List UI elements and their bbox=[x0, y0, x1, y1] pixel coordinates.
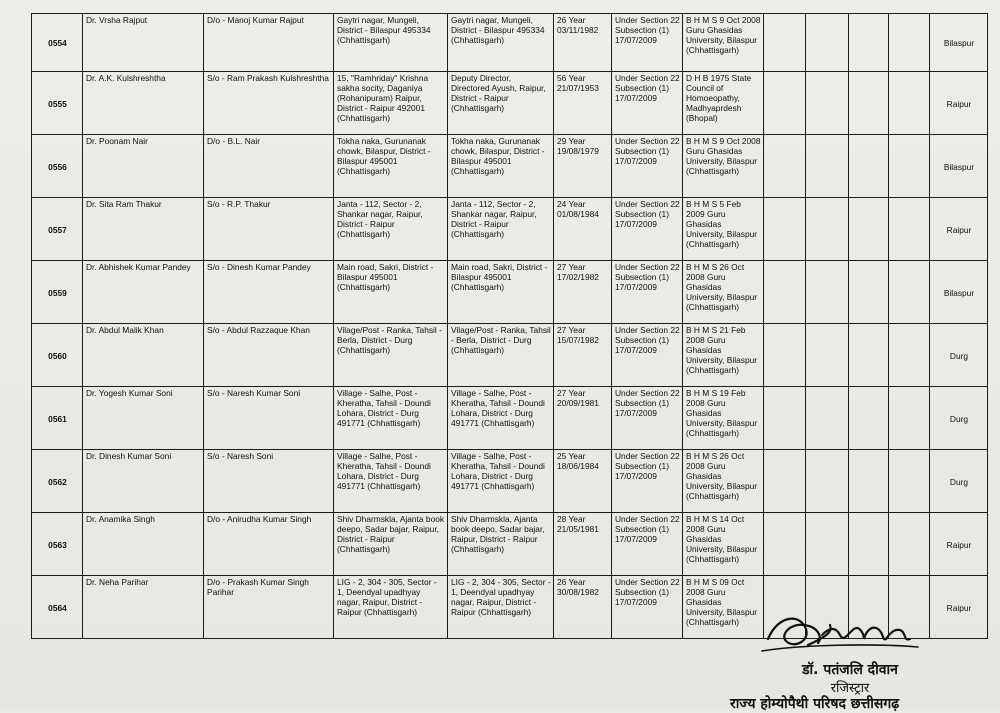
practitioner-name-cell: Dr. Vrsha Rajput bbox=[83, 14, 204, 72]
correspondence-address-cell: Deputy Director, Directored Ayush, Raipur, District - Raipur (Chhattisgarh) bbox=[448, 72, 554, 135]
empty-cell bbox=[764, 387, 806, 450]
district-cell: Durg bbox=[930, 324, 988, 387]
empty-cell bbox=[764, 135, 806, 198]
permanent-address-cell: Janta - 112, Sector - 2, Shankar nagar, Raipur, District - Raipur (Chhattisgarh) bbox=[334, 198, 448, 261]
record-number-cell: 0561 bbox=[32, 387, 83, 450]
empty-cell bbox=[889, 450, 930, 513]
correspondence-address-cell: Vilage/Post - Ranka, Tahsil - Berla, District - Durg (Chhattisgarh) bbox=[448, 324, 554, 387]
parent-name-cell: D/o - Manoj Kumar Rajput bbox=[204, 14, 334, 72]
empty-cell bbox=[806, 72, 849, 135]
age-and-birth-date-cell: 26 Year 03/11/1982 bbox=[554, 14, 612, 72]
empty-cell bbox=[764, 72, 806, 135]
empty-cell bbox=[806, 513, 849, 576]
empty-cell bbox=[806, 261, 849, 324]
practitioner-name-cell: Dr. Anamika Singh bbox=[83, 513, 204, 576]
age-and-birth-date-cell: 56 Year 21/07/1953 bbox=[554, 72, 612, 135]
empty-cell bbox=[889, 387, 930, 450]
practitioner-name-cell: Dr. Dinesh Kumar Soni bbox=[83, 450, 204, 513]
qualification-cell: B H M S 26 Oct 2008 Guru Ghasidas University, Bilaspur (Chhattisgarh) bbox=[683, 450, 764, 513]
qualification-cell: B H M S 9 Oct 2008 Guru Ghasidas University, Bilaspur (Chhattisgarh) bbox=[683, 14, 764, 72]
parent-name-cell: D/o - Anirudha Kumar Singh bbox=[204, 513, 334, 576]
age-and-birth-date-cell: 25 Year 18/06/1984 bbox=[554, 450, 612, 513]
table-row bbox=[32, 14, 988, 72]
table-row bbox=[32, 387, 988, 450]
record-number-cell: 0554 bbox=[32, 14, 83, 72]
qualification-cell: B H M S 14 Oct 2008 Guru Ghasidas University, Bilaspur (Chhattisgarh) bbox=[683, 513, 764, 576]
parent-name-cell: S/o - Naresh Kumar Soni bbox=[204, 387, 334, 450]
practitioner-name-cell: Dr. Neha Parihar bbox=[83, 576, 204, 639]
parent-name-cell: D/o - Prakash Kumar Singh Parihar bbox=[204, 576, 334, 639]
practitioner-name-cell: Dr. Abdul Malik Khan bbox=[83, 324, 204, 387]
empty-cell bbox=[806, 387, 849, 450]
permanent-address-cell: Vilage/Post - Ranka, Tahsil - Berla, District - Durg (Chhattisgarh) bbox=[334, 324, 448, 387]
practitioner-name-cell: Dr. A.K. Kulshreshtha bbox=[83, 72, 204, 135]
empty-cell bbox=[849, 387, 889, 450]
permanent-address-cell: Main road, Sakri, District - Bilaspur 495001 (Chhattisgarh) bbox=[334, 261, 448, 324]
record-number-cell: 0559 bbox=[32, 261, 83, 324]
parent-name-cell: S/o - Dinesh Kumar Pandey bbox=[204, 261, 334, 324]
empty-cell bbox=[849, 72, 889, 135]
registration-section-cell: Under Section 22 Subsection (1) 17/07/2009 bbox=[612, 261, 683, 324]
registrar-title: रजिस्ट्रार bbox=[830, 681, 870, 696]
empty-cell bbox=[849, 450, 889, 513]
practitioner-name-cell: Dr. Poonam Nair bbox=[83, 135, 204, 198]
empty-cell bbox=[849, 14, 889, 72]
correspondence-address-cell: Main road, Sakri, District - Bilaspur 495001 (Chhattisgarh) bbox=[448, 261, 554, 324]
permanent-address-cell: Village - Salhe, Post - Kheratha, Tahsil - Doundi Lohara, District - Durg 491771 (Chhattisgarh) bbox=[334, 387, 448, 450]
table-row bbox=[32, 513, 988, 576]
empty-cell bbox=[764, 324, 806, 387]
record-number-cell: 0563 bbox=[32, 513, 83, 576]
empty-cell bbox=[764, 261, 806, 324]
record-number-cell: 0557 bbox=[32, 198, 83, 261]
correspondence-address-cell: Village - Salhe, Post - Kheratha, Tahsil - Doundi Lohara, District - Durg 491771 (Chhattisgarh) bbox=[448, 450, 554, 513]
registrar-name: डॉ. पतंजलि दीवान bbox=[802, 662, 898, 678]
registrar-signature bbox=[760, 605, 920, 665]
empty-cell bbox=[889, 72, 930, 135]
table-row bbox=[32, 135, 988, 198]
registration-section-cell: Under Section 22 Subsection (1) 17/07/2009 bbox=[612, 450, 683, 513]
empty-cell bbox=[806, 450, 849, 513]
permanent-address-cell: LIG - 2, 304 - 305, Sector - 1, Deendyal upadhyay nagar, Raipur, District - Raipur (Chhattisgarh) bbox=[334, 576, 448, 639]
empty-cell bbox=[889, 135, 930, 198]
empty-cell bbox=[764, 513, 806, 576]
record-number-cell: 0555 bbox=[32, 72, 83, 135]
registration-section-cell: Under Section 22 Subsection (1) 17/07/2009 bbox=[612, 324, 683, 387]
practitioner-register-table bbox=[31, 13, 988, 639]
qualification-cell: B H M S 26 Oct 2008 Guru Ghasidas University, Bilaspur (Chhattisgarh) bbox=[683, 261, 764, 324]
empty-cell bbox=[806, 324, 849, 387]
practitioner-name-cell: Dr. Abhishek Kumar Pandey bbox=[83, 261, 204, 324]
district-cell: Bilaspur bbox=[930, 135, 988, 198]
age-and-birth-date-cell: 27 Year 17/02/1982 bbox=[554, 261, 612, 324]
empty-cell bbox=[849, 513, 889, 576]
table-row bbox=[32, 72, 988, 135]
record-number-cell: 0560 bbox=[32, 324, 83, 387]
registration-section-cell: Under Section 22 Subsection (1) 17/07/2009 bbox=[612, 135, 683, 198]
permanent-address-cell: Village - Salhe, Post - Kheratha, Tahsil - Doundi Lohara, District - Durg 491771 (Chhattisgarh) bbox=[334, 450, 448, 513]
table-row bbox=[32, 261, 988, 324]
empty-cell bbox=[806, 198, 849, 261]
register-rows bbox=[32, 14, 988, 639]
qualification-cell: B H M S 09 Oct 2008 Guru Ghasidas University, Bilaspur (Chhattisgarh) bbox=[683, 576, 764, 639]
record-number-cell: 0556 bbox=[32, 135, 83, 198]
empty-cell bbox=[849, 135, 889, 198]
district-cell: Raipur bbox=[930, 198, 988, 261]
parent-name-cell: D/o - B.L. Nair bbox=[204, 135, 334, 198]
registration-section-cell: Under Section 22 Subsection (1) 17/07/2009 bbox=[612, 513, 683, 576]
qualification-cell: D H B 1975 State Council of Homoeopathy, Madhyaprdesh (Bhopal) bbox=[683, 72, 764, 135]
permanent-address-cell: Tokha naka, Gurunanak chowk, Bilaspur, District - Bilaspur 495001 (Chhattisgarh) bbox=[334, 135, 448, 198]
correspondence-address-cell: Tokha naka, Gurunanak chowk, Bilaspur, District - Bilaspur 495001 (Chhattisgarh) bbox=[448, 135, 554, 198]
empty-cell bbox=[889, 198, 930, 261]
record-number-cell: 0564 bbox=[32, 576, 83, 639]
parent-name-cell: S/o - R.P. Thakur bbox=[204, 198, 334, 261]
qualification-cell: B H M S 19 Feb 2008 Guru Ghasidas University, Bilaspur (Chhattisgarh) bbox=[683, 387, 764, 450]
empty-cell bbox=[764, 450, 806, 513]
record-number-cell: 0562 bbox=[32, 450, 83, 513]
correspondence-address-cell: Gaytri nagar, Mungeli, District - Bilaspur 495334 (Chhattisgarh) bbox=[448, 14, 554, 72]
district-cell: Durg bbox=[930, 387, 988, 450]
permanent-address-cell: Shiv Dharmskla, Ajanta book deepo, Sadar bajar, Raipur, District - Raipur (Chhattisgarh) bbox=[334, 513, 448, 576]
age-and-birth-date-cell: 28 Year 21/05/1981 bbox=[554, 513, 612, 576]
correspondence-address-cell: LIG - 2, 304 - 305, Sector - 1, Deendyal upadhyay nagar, Raipur, District - Raipur (Chhattisgarh) bbox=[448, 576, 554, 639]
age-and-birth-date-cell: 26 Year 30/08/1982 bbox=[554, 576, 612, 639]
district-cell: Bilaspur bbox=[930, 14, 988, 72]
district-cell: Raipur bbox=[930, 576, 988, 639]
empty-cell bbox=[849, 198, 889, 261]
permanent-address-cell: 15, "Ramhriday" Krishna sakha socity, Daganiya (Rohanipuram) Raipur, District - Raipur 492001 (Chhattisgarh) bbox=[334, 72, 448, 135]
practitioner-name-cell: Dr. Sita Ram Thakur bbox=[83, 198, 204, 261]
permanent-address-cell: Gaytri nagar, Mungeli, District - Bilaspur 495334 (Chhattisgarh) bbox=[334, 14, 448, 72]
empty-cell bbox=[806, 14, 849, 72]
empty-cell bbox=[889, 261, 930, 324]
age-and-birth-date-cell: 27 Year 20/09/1981 bbox=[554, 387, 612, 450]
qualification-cell: B H M S 21 Feb 2008 Guru Ghasidas University, Bilaspur (Chhattisgarh) bbox=[683, 324, 764, 387]
parent-name-cell: S/o - Ram Prakash Kulshreshtha bbox=[204, 72, 334, 135]
correspondence-address-cell: Shiv Dharmskla, Ajanta book deepo, Sadar bajar, Raipur, District - Raipur (Chhattisgarh) bbox=[448, 513, 554, 576]
qualification-cell: B H M S 5 Feb 2009 Guru Ghasidas University, Bilaspur (Chhattisgarh) bbox=[683, 198, 764, 261]
table-row bbox=[32, 450, 988, 513]
age-and-birth-date-cell: 27 Year 15/07/1982 bbox=[554, 324, 612, 387]
district-cell: Raipur bbox=[930, 72, 988, 135]
registration-section-cell: Under Section 22 Subsection (1) 17/07/2009 bbox=[612, 576, 683, 639]
empty-cell bbox=[849, 324, 889, 387]
district-cell: Durg bbox=[930, 450, 988, 513]
parent-name-cell: S/o - Naresh Soni bbox=[204, 450, 334, 513]
empty-cell bbox=[889, 14, 930, 72]
empty-cell bbox=[806, 135, 849, 198]
age-and-birth-date-cell: 24 Year 01/08/1984 bbox=[554, 198, 612, 261]
registration-section-cell: Under Section 22 Subsection (1) 17/07/2009 bbox=[612, 14, 683, 72]
qualification-cell: B H M S 9 Oct 2008 Guru Ghasidas University, Bilaspur (Chhattisgarh) bbox=[683, 135, 764, 198]
empty-cell bbox=[764, 198, 806, 261]
council-name: राज्य होम्योपैथी परिषद छत्तीसगढ़ bbox=[730, 696, 900, 712]
correspondence-address-cell: Janta - 112, Sector - 2, Shankar nagar, Raipur, District - Raipur (Chhattisgarh) bbox=[448, 198, 554, 261]
empty-cell bbox=[764, 14, 806, 72]
empty-cell bbox=[849, 261, 889, 324]
registration-section-cell: Under Section 22 Subsection (1) 17/07/2009 bbox=[612, 72, 683, 135]
empty-cell bbox=[889, 513, 930, 576]
registration-section-cell: Under Section 22 Subsection (1) 17/07/2009 bbox=[612, 387, 683, 450]
empty-cell bbox=[889, 324, 930, 387]
district-cell: Bilaspur bbox=[930, 261, 988, 324]
registration-section-cell: Under Section 22 Subsection (1) 17/07/2009 bbox=[612, 198, 683, 261]
correspondence-address-cell: Village - Salhe, Post - Kheratha, Tahsil - Doundi Lohara, District - Durg 491771 (Chhattisgarh) bbox=[448, 387, 554, 450]
table-row bbox=[32, 324, 988, 387]
age-and-birth-date-cell: 29 Year 19/08/1979 bbox=[554, 135, 612, 198]
parent-name-cell: S/o - Abdul Razzaque Khan bbox=[204, 324, 334, 387]
district-cell: Raipur bbox=[930, 513, 988, 576]
table-row bbox=[32, 198, 988, 261]
practitioner-name-cell: Dr. Yogesh Kumar Soni bbox=[83, 387, 204, 450]
